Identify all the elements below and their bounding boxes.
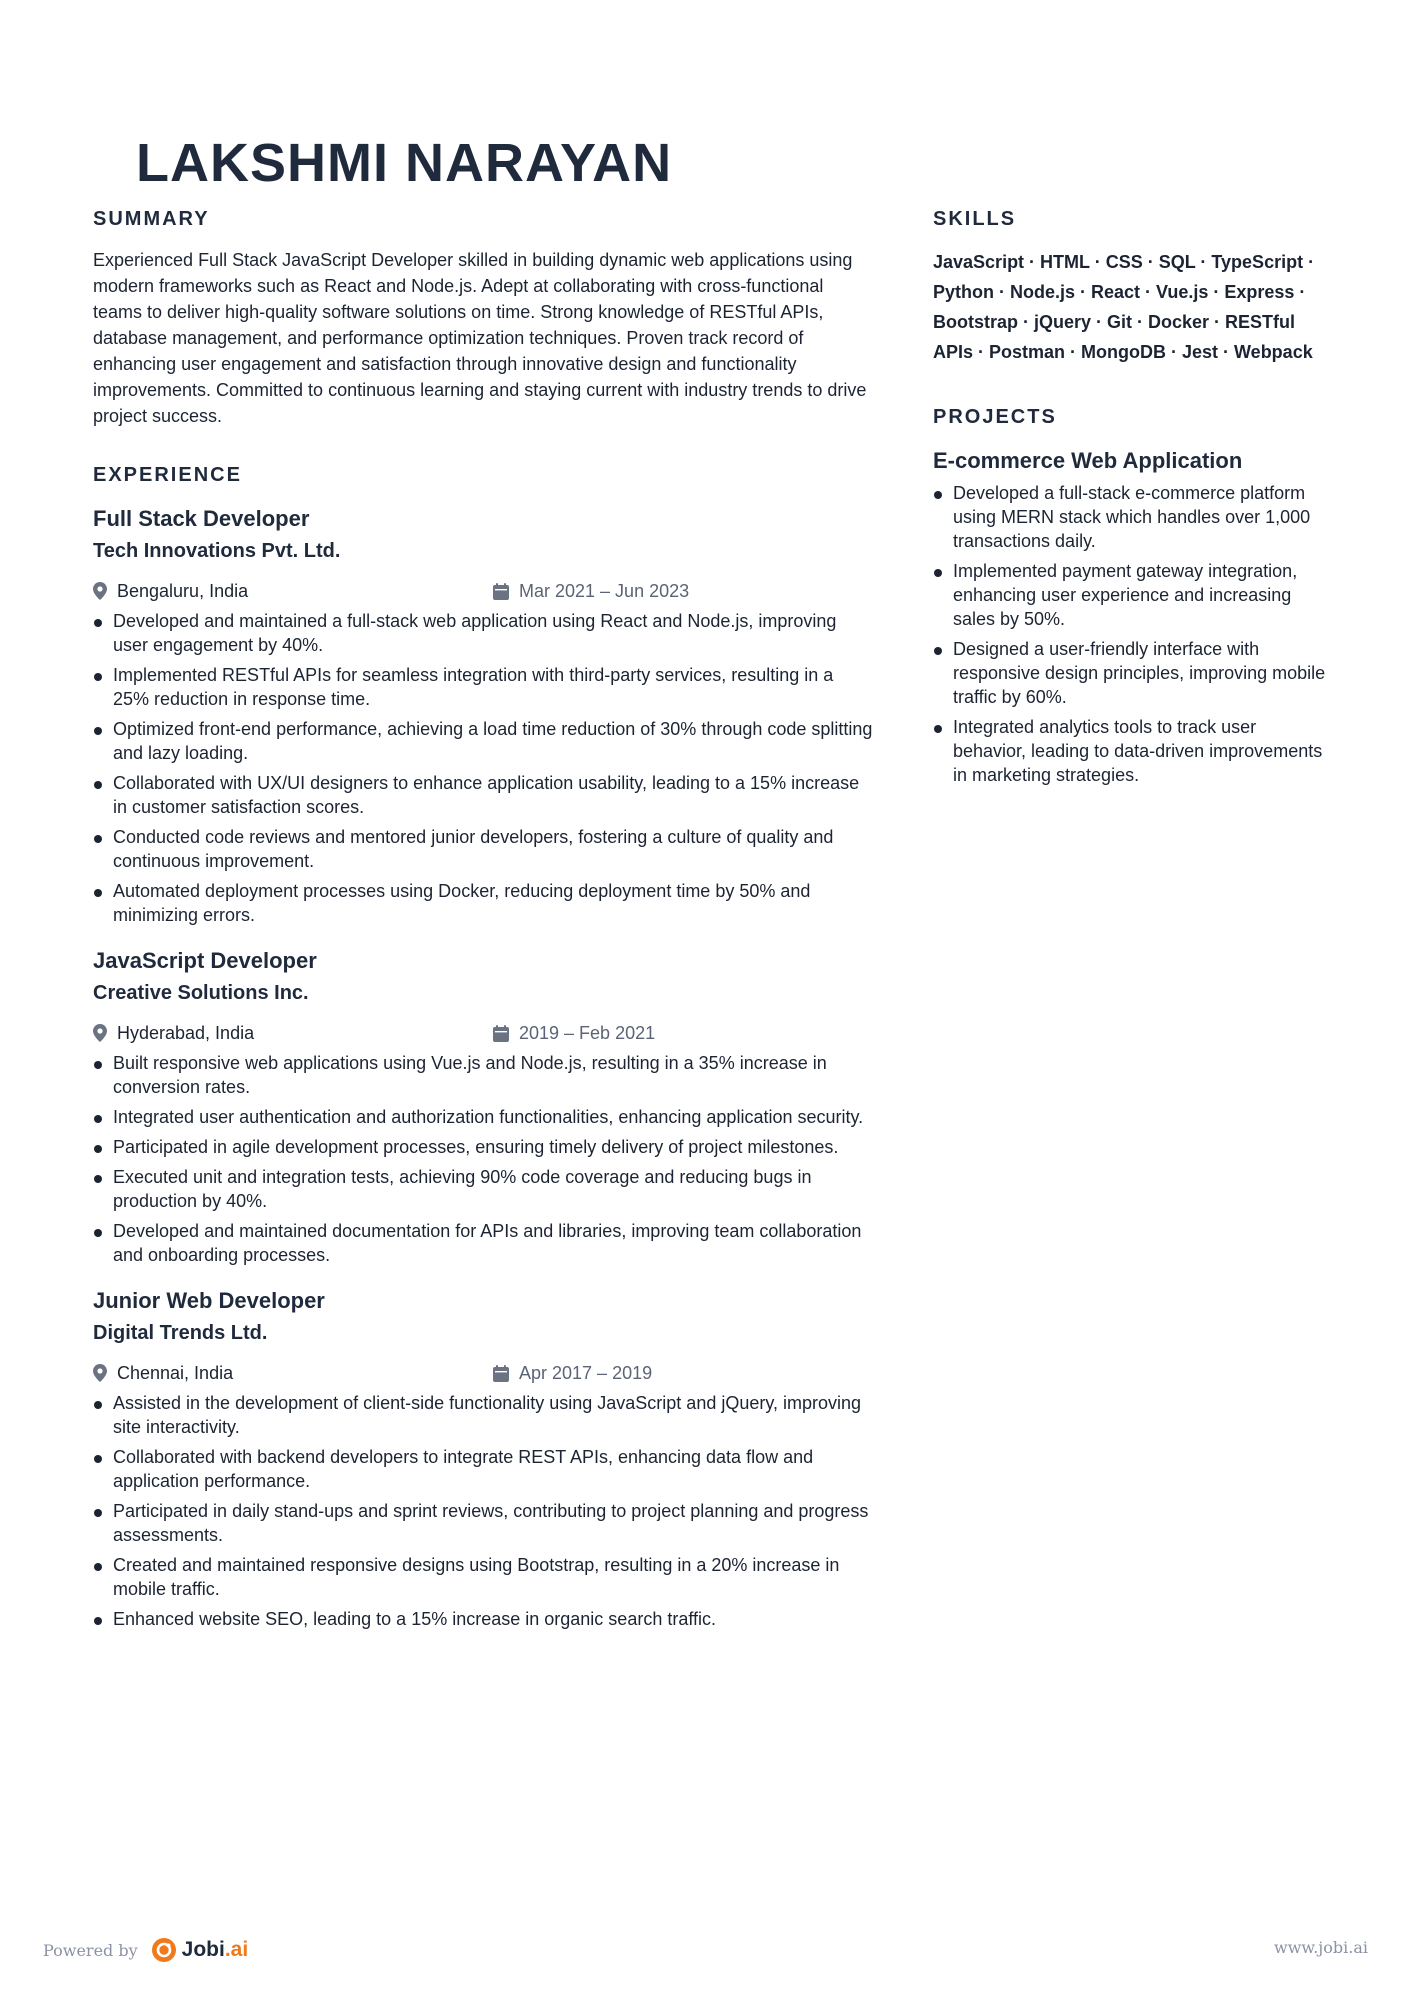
company-name: Creative Solutions Inc. xyxy=(93,982,309,1004)
candidate-name: LAKSHMI NARAYAN xyxy=(136,133,673,193)
projects-section xyxy=(933,403,1333,787)
job-meta xyxy=(93,1017,873,1049)
list-item: Enhanced website SEO, leading to a 15% increase in organic search traffic. xyxy=(93,1607,873,1631)
list-item: Developed and maintained documentation for APIs and libraries, improving team collaboration and onboarding processes. xyxy=(93,1219,873,1267)
brand-name xyxy=(182,1938,249,1962)
job-bullets xyxy=(93,1391,873,1631)
job-entry xyxy=(93,945,873,1267)
job-entry xyxy=(93,1285,873,1631)
job-bullets xyxy=(93,1051,873,1267)
job-location-text: Chennai, India xyxy=(117,1363,234,1383)
job-bullets xyxy=(93,609,873,927)
powered-by-text: Powered by xyxy=(43,1940,138,1960)
list-item: Automated deployment processes using Docker, reducing deployment time by 50% and minimizing errors. xyxy=(93,879,873,927)
powered-by-footer xyxy=(43,1938,248,1962)
list-item: Implemented RESTful APIs for seamless integration with third-party services, resulting in a 25% reduction in response time. xyxy=(93,663,873,711)
skills-list: JavaScript · HTML · CSS · SQL · TypeScript · Python · Node.js · React · Vue.js · Express · Bootstrap · jQuery · Git · Docker · RESTful APIs · Postman · MongoDB · Jest · Webpack xyxy=(933,252,1315,362)
list-item: Collaborated with UX/UI designers to enhance application usability, leading to a 15% increase in customer satisfaction scores. xyxy=(93,771,873,819)
list-item: Developed a full-stack e-commerce platform using MERN stack which handles over 1,000 transactions daily. xyxy=(933,481,1333,553)
brand-suffix: .ai xyxy=(224,1938,249,1961)
list-item: Optimized front-end performance, achieving a load time reduction of 30% through code splitting and lazy loading. xyxy=(93,717,873,765)
job-location xyxy=(93,1357,233,1389)
job-title: Junior Web Developer xyxy=(93,1288,325,1313)
job-dates xyxy=(493,1357,652,1389)
job-dates xyxy=(493,1017,655,1049)
projects-heading: PROJECTS xyxy=(933,406,1057,428)
job-location xyxy=(93,1017,254,1049)
map-pin-icon xyxy=(93,582,107,600)
project-entry xyxy=(933,445,1333,787)
project-bullets xyxy=(933,481,1333,787)
summary-text: Experienced Full Stack JavaScript Developer skilled in building dynamic web applications using modern frameworks such as React and Node.js. Adept at collaborating with cross-functional teams to deliver high-quality software solutions on time. Strong knowledge of RESTful APIs, database management, and performance optimization techniques. Proven track record of enhancing user engagement and satisfaction through innovative design and functionality improvements. Committed to continuous learning and staying current with industry trends to drive project success. xyxy=(93,250,867,426)
job-location-text: Bengaluru, India xyxy=(117,581,249,601)
list-item: Participated in daily stand-ups and sprint reviews, contributing to project planning and progress assessments. xyxy=(93,1499,873,1547)
list-item: Participated in agile development processes, ensuring timely delivery of project milestones. xyxy=(93,1135,873,1159)
company-name: Tech Innovations Pvt. Ltd. xyxy=(93,540,341,562)
job-dates xyxy=(493,575,689,607)
jobi-brand-link[interactable] xyxy=(152,1938,249,1962)
skills-heading: SKILLS xyxy=(933,208,1017,230)
list-item: Built responsive web applications using Vue.js and Node.js, resulting in a 35% increase in conversion rates. xyxy=(93,1051,873,1099)
list-item: Developed and maintained a full-stack web application using React and Node.js, improving user engagement by 40%. xyxy=(93,609,873,657)
map-pin-icon xyxy=(93,1024,107,1042)
job-meta xyxy=(93,1357,873,1389)
job-meta xyxy=(93,575,873,607)
calendar-icon xyxy=(493,1365,509,1382)
skills-section xyxy=(933,205,1333,367)
job-title: JavaScript Developer xyxy=(93,948,317,973)
list-item: Conducted code reviews and mentored junior developers, fostering a culture of quality and continuous improvement. xyxy=(93,825,873,873)
list-item: Created and maintained responsive designs using Bootstrap, resulting in a 20% increase in mobile traffic. xyxy=(93,1553,873,1601)
summary-section xyxy=(93,205,873,429)
job-location xyxy=(93,575,248,607)
list-item: Implemented payment gateway integration, enhancing user experience and increasing sales by 50%. xyxy=(933,559,1333,631)
website-link[interactable]: www.jobi.ai xyxy=(1274,1938,1368,1957)
list-item: Integrated analytics tools to track user behavior, leading to data-driven improvements in marketing strategies. xyxy=(933,715,1333,787)
list-item: Designed a user-friendly interface with responsive design principles, improving mobile traffic by 60%. xyxy=(933,637,1333,709)
job-entry xyxy=(93,503,873,927)
job-title: Full Stack Developer xyxy=(93,506,310,531)
experience-section xyxy=(93,461,873,1631)
calendar-icon xyxy=(493,1025,509,1042)
list-item: Integrated user authentication and authorization functionalities, enhancing application security. xyxy=(93,1105,873,1129)
calendar-icon xyxy=(493,583,509,600)
company-name: Digital Trends Ltd. xyxy=(93,1322,268,1344)
list-item: Collaborated with backend developers to integrate REST APIs, enhancing data flow and application performance. xyxy=(93,1445,873,1493)
right-column xyxy=(933,205,1333,793)
brand-main: Jobi xyxy=(181,1938,225,1961)
list-item: Assisted in the development of client-side functionality using JavaScript and jQuery, improving site interactivity. xyxy=(93,1391,873,1439)
jobi-logo-icon xyxy=(152,1938,176,1962)
project-title: E-commerce Web Application xyxy=(933,448,1243,473)
job-dates-text: Apr 2017 – 2019 xyxy=(519,1363,653,1383)
job-dates-text: 2019 – Feb 2021 xyxy=(519,1023,656,1043)
job-dates-text: Mar 2021 – Jun 2023 xyxy=(519,581,690,601)
experience-heading: EXPERIENCE xyxy=(93,464,242,486)
job-location-text: Hyderabad, India xyxy=(117,1023,255,1043)
map-pin-icon xyxy=(93,1364,107,1382)
list-item: Executed unit and integration tests, achieving 90% code coverage and reducing bugs in production by 40%. xyxy=(93,1165,873,1213)
left-column xyxy=(93,205,873,1649)
summary-heading: SUMMARY xyxy=(93,208,210,230)
